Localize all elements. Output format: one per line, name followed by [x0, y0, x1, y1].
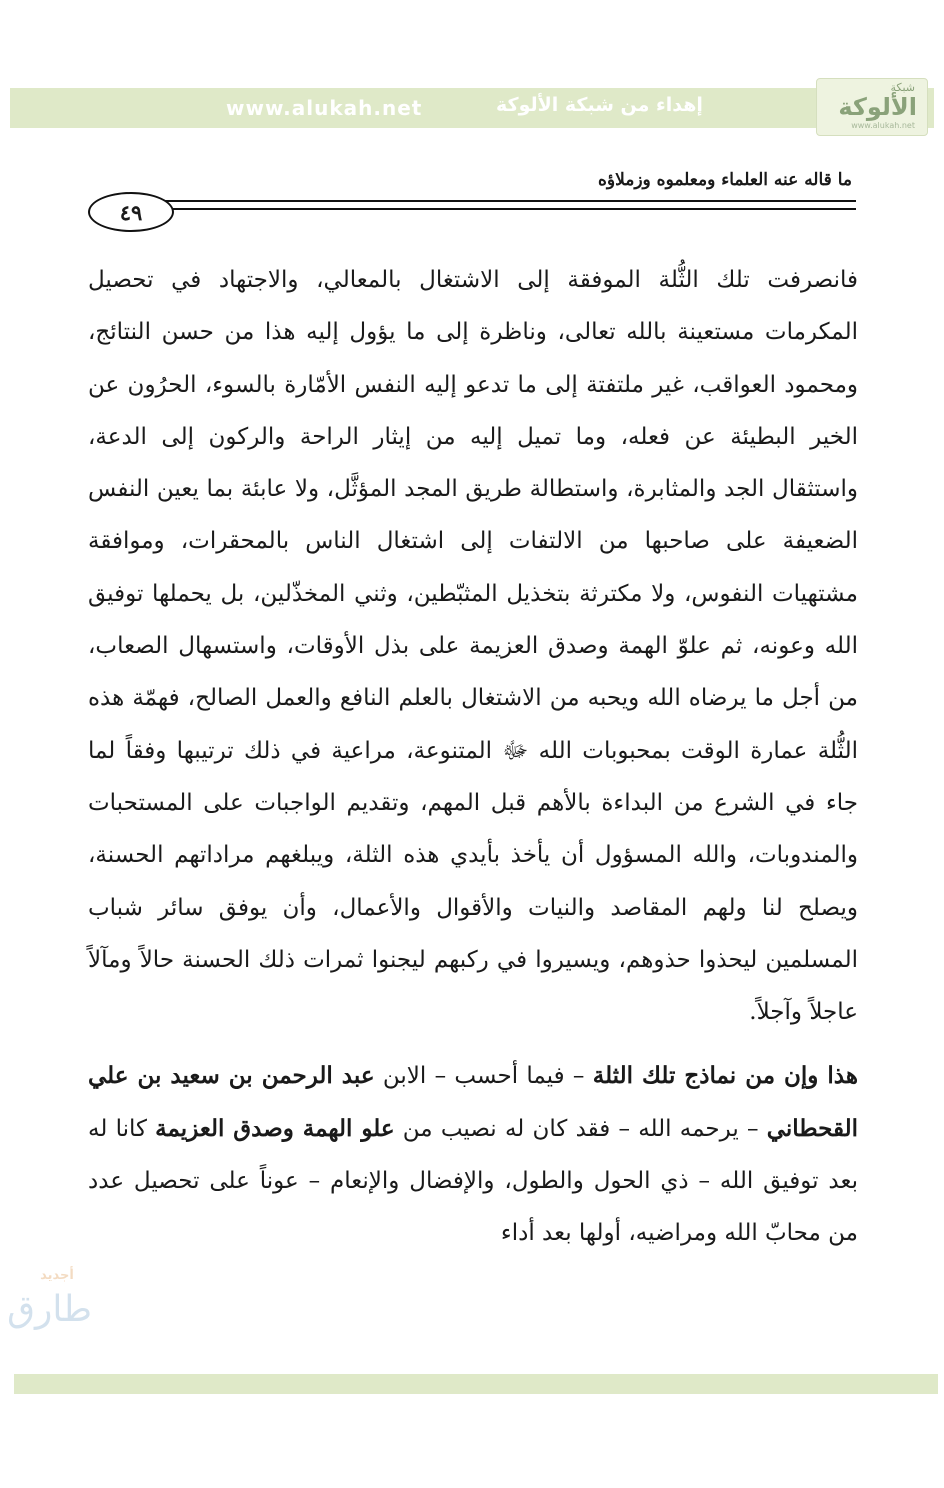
- logo-title: الألوكة: [838, 93, 917, 121]
- header-rule-top: [164, 200, 856, 202]
- footer-band: [14, 1374, 938, 1394]
- text-segment-2: – يرحمه الله – فقد كان له نصيب من: [394, 1115, 767, 1142]
- page-number: ٤٩: [88, 192, 174, 232]
- alukah-logo: [816, 78, 928, 136]
- watermark-stamp: [7, 1268, 92, 1364]
- text-segment-3: كانا له بعد توفيق الله – ذي الحول والطول، والإفضال والإنعام – عوناً على تحصيل عدد من محابّ الله ومراضيه، أولها بعد أداء: [88, 1115, 858, 1247]
- text-segment-1: – فيما أحسب – الابن: [374, 1063, 593, 1090]
- bold-phrase-1: هذا وإن من نماذج تلك الثلة: [592, 1062, 859, 1090]
- bold-name: عبد الرحمن بن سعيد بن علي القحطاني: [88, 1062, 859, 1142]
- gift-text: إهداء من شبكة الألوكة: [496, 94, 703, 116]
- logo-small-text: شبكة: [890, 81, 915, 94]
- logo-url: www.alukah.net: [851, 121, 915, 130]
- header-rule-bottom: [164, 208, 856, 210]
- bold-phrase-2: علو الهمة وصدق العزيمة: [155, 1114, 395, 1142]
- paragraph-2: [88, 1050, 858, 1259]
- main-text: [88, 254, 858, 1260]
- stamp-top-text: أجديد: [40, 1268, 74, 1283]
- header-banner: [10, 88, 934, 128]
- site-url[interactable]: www.alukah.net: [226, 96, 423, 120]
- paragraph-1: فانصرفت تلك الثُّلة الموفقة إلى الاشتغال بالمعالي، والاجتهاد في تحصيل المكرمات مستعينة بالله تعالى، وناظرة إلى ما يؤول إليه هذا من حسن النتائج، ومحمود العواقب، غير ملتفتة إلى ما تدعو إليه النفس الأمّارة بالسوء، الحرُون عن الخير البطيئة عن فعله، وما تميل إليه من إيثار الراحة والركون إلى الدعة، واستثقال الجد والمثابرة، واستطالة طريق المجد المؤثَّل، ولا عابئة بما يعين النفس الضعيفة على صاحبها من الالتفات إلى اشتغال الناس بالمحقرات، وموافقة مشتهيات النفوس، ولا مكترثة بتخذيل المثبّطين، وثني المخذّلين، بل يحملها توفيق الله وعونه، ثم علوّ الهمة وصدق العزيمة على بذل الأوقات، واستسهال الصعاب، من أجل ما يرضاه الله ويحبه من الاشتغال بالعلم النافع والعمل الصالح، فهمّة هذه الثُّلة عمارة الوقت بمحبوبات الله ﷻ المتنوعة، مراعية في ذلك ترتيبها وفقاً لما جاء في الشرع من البداءة بالأهم قبل المهم، وتقديم الواجبات على المستحبات والمندوبات، والله المسؤول أن يأخذ بأيدي هذه الثلة، ويبلغهم مراداتهم الحسنة، ويصلح لنا ولهم المقاصد والنيات والأقوال والأعمال، وأن يوفق سائر شباب المسلمين ليحذوا حذوهم، ويسيروا في ركبهم ليجنوا ثمرات ذلك الحسنة حالاً ومآلاً عاجلاً وآجلاً.: [88, 267, 858, 1026]
- running-head: ما قاله عنه العلماء ومعلموه وزملاؤه: [597, 170, 852, 190]
- stamp-main-text: طارق: [7, 1289, 92, 1330]
